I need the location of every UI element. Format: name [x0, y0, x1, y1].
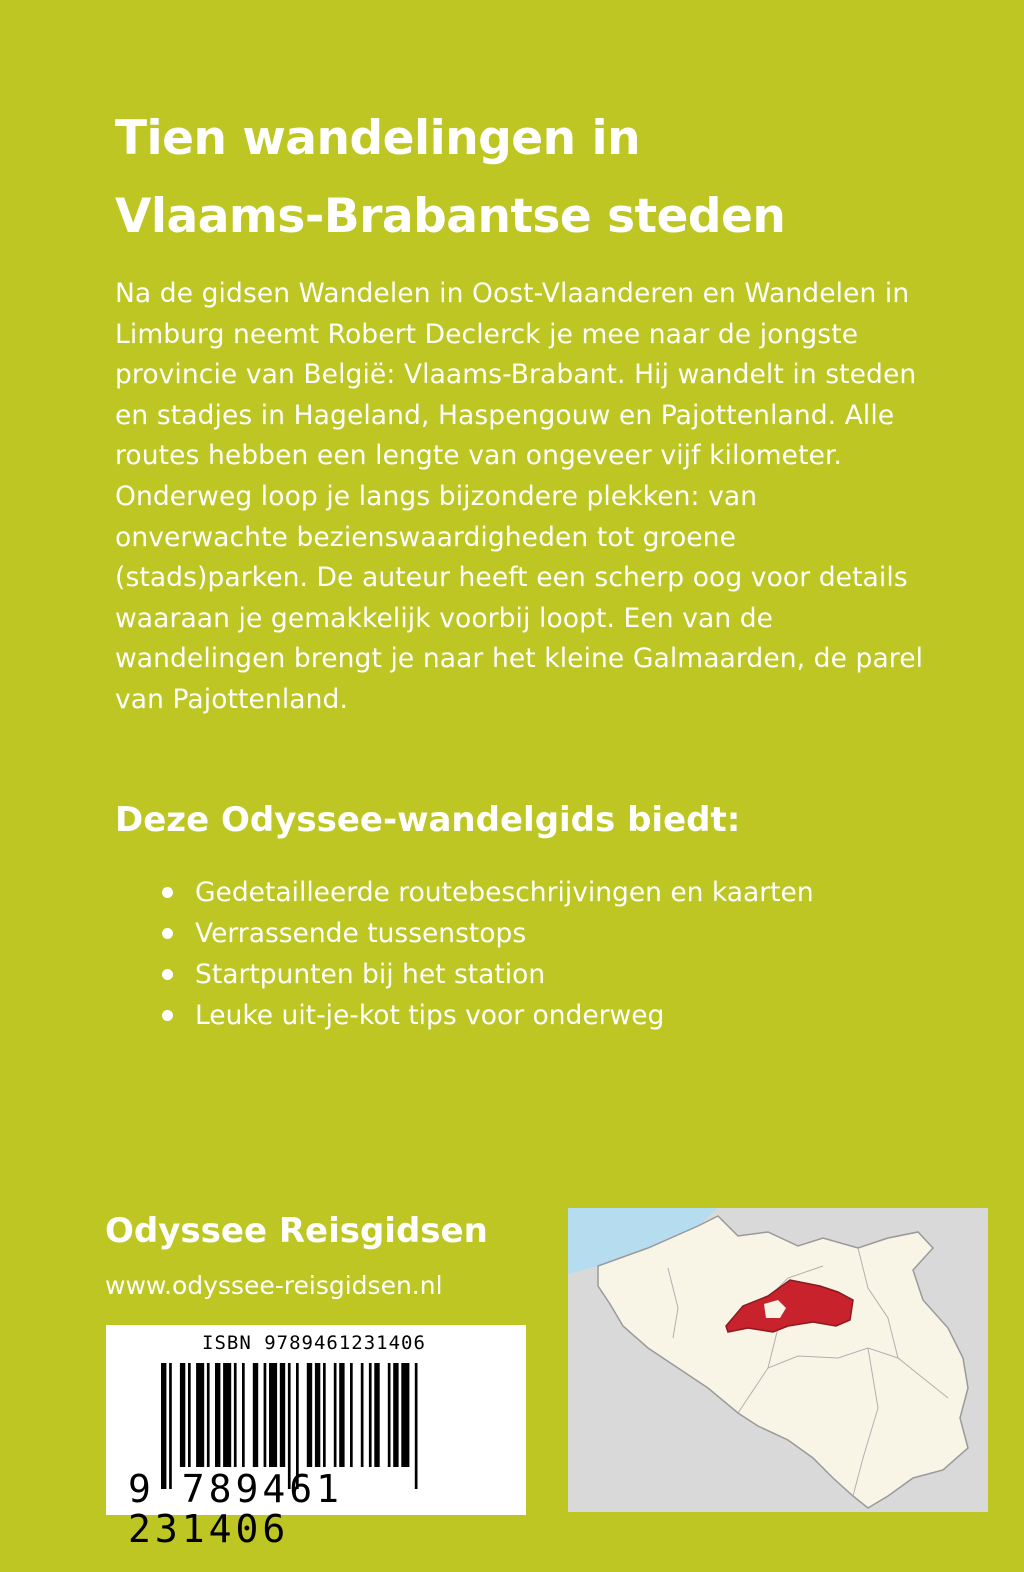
barcode-bar	[334, 1363, 337, 1467]
features-heading: Deze Odyssee-wandelgids biedt:	[115, 800, 741, 840]
barcode-bar	[388, 1363, 391, 1467]
title-line-2: Vlaams-Brabantse steden	[115, 189, 786, 244]
isbn-label: ISBN 9789461231406	[202, 1332, 426, 1354]
bullet-icon	[162, 1010, 173, 1021]
barcode-bar	[315, 1363, 320, 1467]
list-item	[160, 913, 814, 954]
isbn-barcode	[106, 1325, 526, 1551]
barcode-bar	[180, 1363, 185, 1467]
intro-paragraph-2: Onderweg loop je langs bijzondere plekken: van onverwachte bezienswaardigheden tot groene (stads)parken. De auteur heeft een scherp oog voor details waaraan je gemakkelijk voorbij loopt. Een van de wandelingen brengt je naar het kleine Galmaarden, de parel van Pajottenland.	[115, 480, 924, 715]
barcode-bar	[253, 1363, 258, 1467]
bullet-icon	[162, 969, 173, 980]
barcode-bar	[223, 1363, 231, 1467]
barcode-bar	[307, 1363, 312, 1467]
barcode-bar	[361, 1363, 364, 1467]
title-line-1: Tien wandelingen in	[115, 111, 641, 166]
barcode-bar	[242, 1363, 245, 1467]
barcode-bar	[188, 1363, 191, 1467]
barcode-bar	[401, 1363, 409, 1467]
barcode-bar	[393, 1363, 398, 1467]
list-item	[160, 872, 814, 913]
feature-text: Verrassende tussenstops	[195, 918, 527, 949]
barcode-bar	[196, 1363, 204, 1467]
bullet-icon	[162, 928, 173, 939]
barcode-bar	[339, 1363, 344, 1467]
belgium-map-icon	[568, 1208, 988, 1512]
barcode-digits: 9 789461 231406	[128, 1467, 344, 1551]
publisher-website: www.odyssee-reisgidsen.nl	[105, 1271, 443, 1300]
feature-text: Gedetailleerde routebeschrijvingen en kaarten	[195, 877, 814, 908]
barcode-bar	[369, 1363, 372, 1467]
list-item	[160, 995, 814, 1036]
barcode-bar	[207, 1363, 210, 1467]
intro-text	[115, 274, 935, 721]
book-title	[115, 100, 935, 256]
feature-text: Leuke uit-je-kot tips voor onderweg	[195, 1000, 665, 1031]
barcode-bar	[280, 1363, 285, 1467]
barcode-bar	[269, 1363, 277, 1467]
intro-paragraph-1: Na de gidsen Wandelen in Oost-Vlaanderen en Wandelen in Limburg neemt Robert Declerck je mee naar de jongste provincie van België: Vlaams-Brabant. Hij wandelt in steden en stadjes in Hageland, Haspengouw en Pajottenland. Alle routes hebben een lengte van ongeveer vijf kilometer.	[115, 278, 917, 472]
barcode-bar	[264, 1363, 267, 1467]
list-item	[160, 954, 814, 995]
barcode-bar	[215, 1363, 220, 1467]
barcode-bar	[323, 1363, 326, 1467]
barcode-bar	[374, 1363, 379, 1467]
publisher-name: Odyssee Reisgidsen	[105, 1211, 488, 1251]
feature-text: Startpunten bij het station	[195, 959, 546, 990]
barcode-bar	[234, 1363, 237, 1467]
barcode-bar	[350, 1363, 353, 1467]
bullet-icon	[162, 887, 173, 898]
features-list	[160, 872, 814, 1036]
